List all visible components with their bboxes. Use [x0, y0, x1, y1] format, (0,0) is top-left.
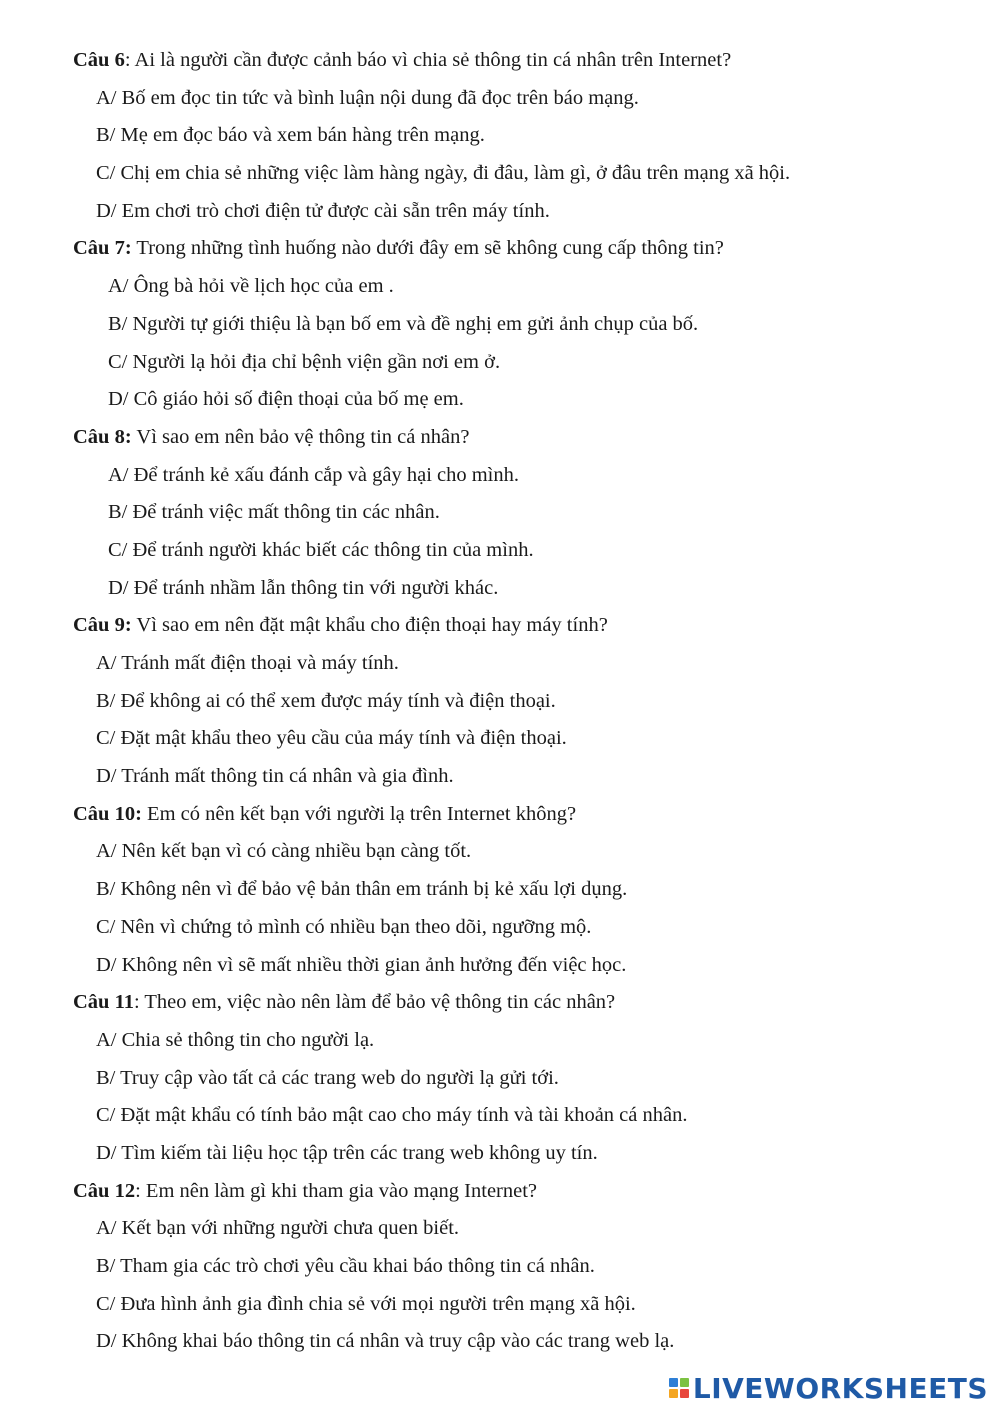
answer-option-10b: B/ Không nên vì để bảo vệ bản thân em tránh bị kẻ xấu lợi dụng.	[96, 878, 628, 901]
answer-option-6b: B/ Mẹ em đọc báo và xem bán hàng trên mạng.	[96, 124, 485, 147]
question-7	[0, 230, 1000, 268]
answer-option-9b: B/ Để không ai có thể xem được máy tính và điện thoại.	[96, 689, 556, 712]
answer-option-9d: D/ Tránh mất thông tin cá nhân và gia đình.	[96, 765, 454, 788]
question-number: Câu 9:	[73, 614, 132, 637]
worksheet-page	[0, 42, 1000, 1361]
question-number: Câu 11	[73, 991, 134, 1014]
question-number: Câu 7:	[73, 237, 132, 260]
answer-option-12b: B/ Tham gia các trò chơi yêu cầu khai báo thông tin cá nhân.	[96, 1255, 595, 1277]
answer-option-11d: D/ Tìm kiếm tài liệu học tập trên các trang web không uy tín.	[96, 1141, 598, 1164]
answer-option-7b: B/ Người tự giới thiệu là bạn bố em và đề nghị em gửi ảnh chụp của bố.	[108, 312, 699, 335]
answer-option-7a: A/ Ông bà hỏi về lịch học của em .	[108, 275, 394, 298]
answer-option-7c: C/ Người lạ hỏi địa chỉ bệnh viện gần nơi em ở.	[108, 350, 501, 373]
answer-option-6c: C/ Chị em chia sẻ những việc làm hàng ngày, đi đâu, làm gì, ở đâu trên mạng xã hội.	[96, 162, 791, 185]
logo-square-green	[680, 1378, 689, 1387]
question-number: Câu 6	[73, 49, 125, 71]
answer-option-8a: A/ Để tránh kẻ xấu đánh cắp và gây hại cho mình.	[108, 463, 520, 486]
question-text: Ai là người cần được cảnh báo vì chia sẻ thông tin cá nhân trên Internet?	[130, 49, 732, 71]
question-separator: :	[135, 1179, 141, 1202]
answer-option-6d: D/ Em chơi trò chơi điện tử được cài sẵn trên máy tính.	[96, 199, 550, 222]
question-text: Vì sao em nên đặt mật khẩu cho điện thoại hay máy tính?	[131, 614, 608, 637]
question-text: Vì sao em nên bảo vệ thông tin cá nhân?	[131, 425, 470, 448]
answer-option-10c: C/ Nên vì chứng tỏ mình có nhiều bạn theo dõi, ngưỡng mộ.	[96, 915, 592, 938]
answer-option-12d: D/ Không khai báo thông tin cá nhân và truy cập vào các trang web lạ.	[96, 1330, 675, 1353]
question-10	[0, 796, 1000, 834]
question-separator: :	[124, 49, 131, 71]
logo-square-blue	[669, 1378, 678, 1387]
answer-option-8d: D/ Để tránh nhầm lẫn thông tin với người khác.	[108, 576, 499, 599]
question-12	[0, 1173, 1000, 1211]
question-9	[0, 607, 1000, 645]
logo-text: LIVEWORKSHEETS	[692, 1371, 988, 1405]
question-text: Em nên làm gì khi tham gia vào mạng Internet?	[140, 1179, 538, 1202]
answer-option-6a: A/ Bố em đọc tin tức và bình luận nội dung đã đọc trên báo mạng.	[96, 86, 639, 109]
question-number: Câu 8:	[73, 425, 132, 448]
answer-option-12a: A/ Kết bạn với những người chưa quen biết.	[96, 1217, 460, 1240]
question-number: Câu 12	[73, 1179, 136, 1202]
question-separator: :	[133, 991, 140, 1014]
liveworksheets-logo-icon	[669, 1378, 689, 1398]
answer-option-8b: B/ Để tránh việc mất thông tin các nhân.	[108, 501, 440, 524]
answer-option-11b: B/ Truy cập vào tất cả các trang web do người lạ gửi tới.	[96, 1066, 559, 1089]
answer-option-8c: C/ Để tránh người khác biết các thông tin của mình.	[108, 538, 534, 561]
question-number: Câu 10:	[73, 802, 142, 825]
answer-option-10d: D/ Không nên vì sẽ mất nhiều thời gian ảnh hưởng đến việc học.	[96, 953, 627, 976]
question-6	[0, 42, 1000, 80]
question-8	[0, 419, 1000, 457]
question-11	[0, 984, 1000, 1022]
logo-square-red	[680, 1389, 689, 1398]
question-text: Em có nên kết bạn với người lạ trên Internet không?	[141, 802, 577, 825]
answer-option-11a: A/ Chia sẻ thông tin cho người lạ.	[96, 1028, 375, 1051]
answer-option-11c: C/ Đặt mật khẩu có tính bảo mật cao cho máy tính và tài khoản cá nhân.	[96, 1104, 688, 1127]
answer-option-12c: C/ Đưa hình ảnh gia đình chia sẻ với mọi người trên mạng xã hội.	[96, 1292, 636, 1315]
logo-square-orange	[669, 1389, 678, 1398]
question-text: Trong những tình huống nào dưới đây em sẽ không cung cấp thông tin?	[131, 237, 724, 260]
liveworksheets-logo	[669, 1370, 988, 1406]
answer-option-9c: C/ Đặt mật khẩu theo yêu cầu của máy tính và điện thoại.	[96, 727, 567, 750]
answer-option-10a: A/ Nên kết bạn vì có càng nhiều bạn càng tốt.	[96, 840, 472, 863]
answer-option-7d: D/ Cô giáo hỏi số điện thoại của bố mẹ em.	[108, 388, 464, 411]
question-text: Theo em, việc nào nên làm để bảo vệ thông tin các nhân?	[139, 991, 616, 1014]
answer-option-9a: A/ Tránh mất điện thoại và máy tính.	[96, 652, 399, 674]
